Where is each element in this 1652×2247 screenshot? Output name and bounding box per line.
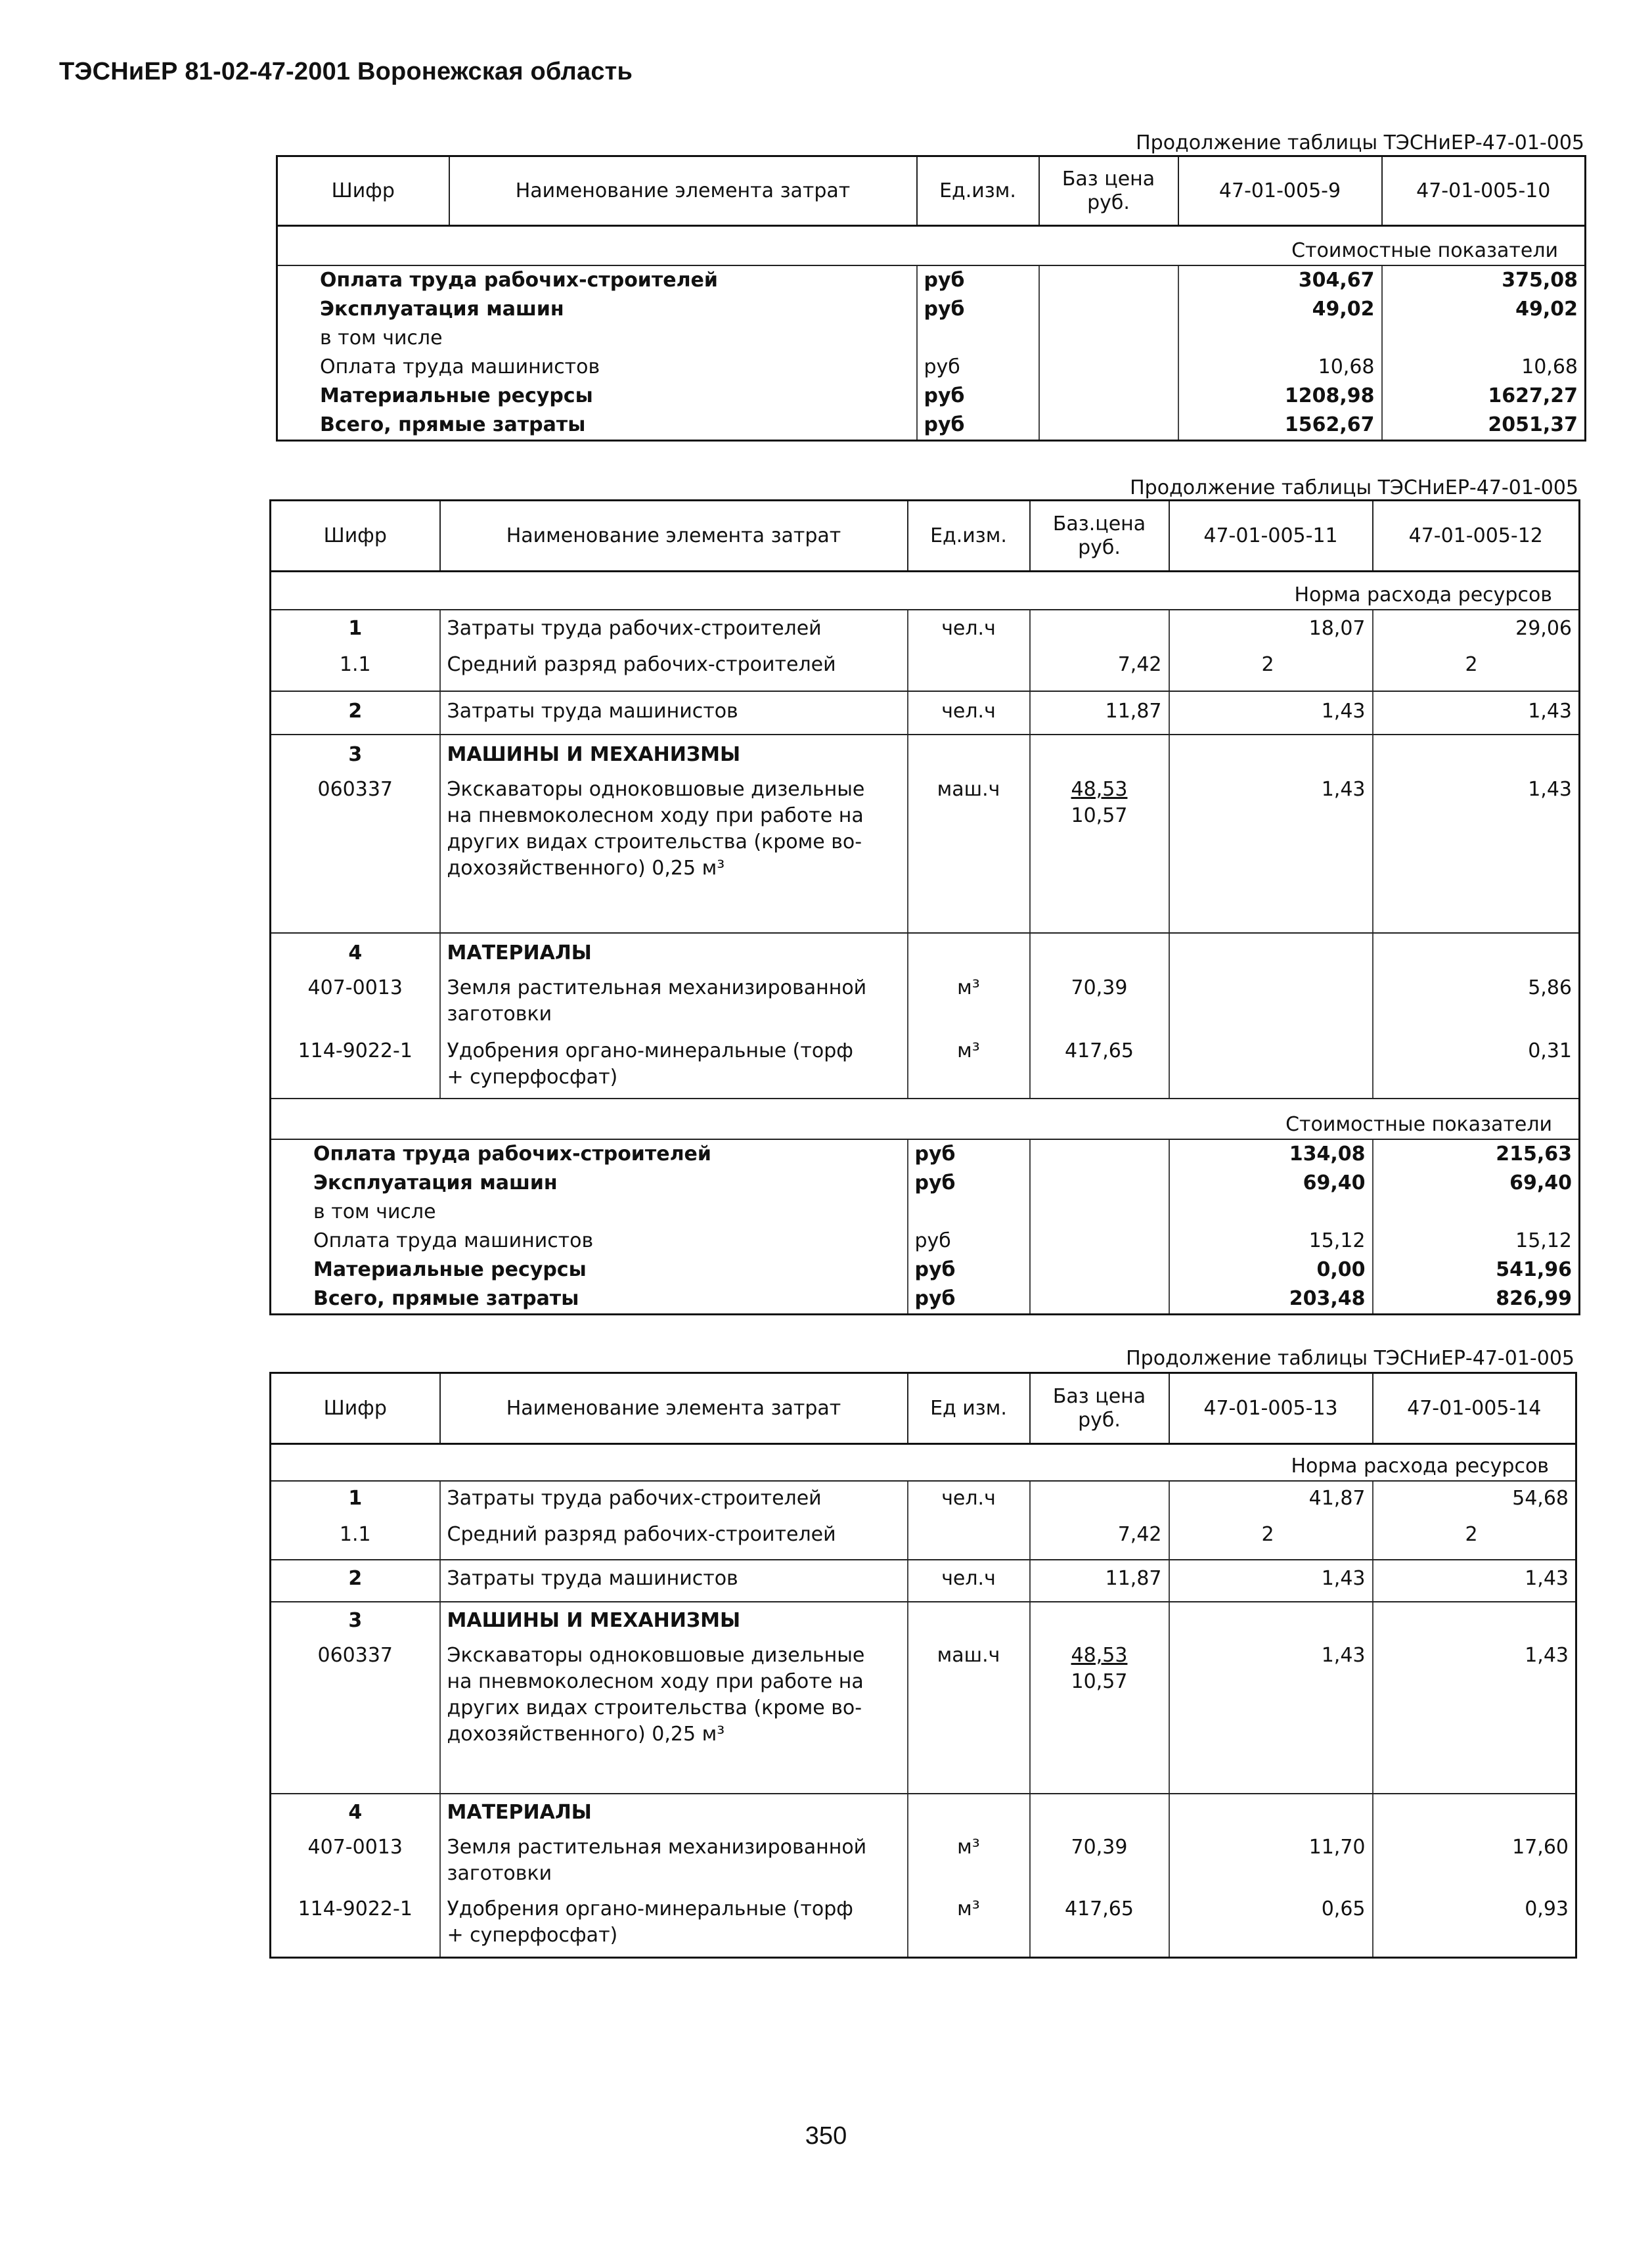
row-label: Оплата труда рабочих-строителей bbox=[277, 265, 917, 295]
col-price-header bbox=[1030, 1373, 1169, 1444]
table1-continuation: Продолжение таблицы ТЭСНиЕР-47-01-005 bbox=[1136, 131, 1584, 154]
col-a-header: 47-01-005-13 bbox=[1169, 1373, 1373, 1444]
col-name-header: Наименование элемента затрат bbox=[440, 501, 908, 572]
price-line: 48,53 bbox=[1071, 1643, 1128, 1667]
row-unit: маш.ч bbox=[908, 1643, 1030, 1794]
row-unit: м³ bbox=[908, 1834, 1030, 1896]
price-header-line2: руб. bbox=[1087, 191, 1130, 214]
price-header-line2: руб. bbox=[1078, 535, 1121, 559]
row-code: 114-9022-1 bbox=[271, 1038, 440, 1099]
row-label: Оплата труда рабочих-строителей bbox=[271, 1139, 908, 1169]
row-code: 3 bbox=[271, 1602, 440, 1643]
col-unit-header: Ед.изм. bbox=[917, 156, 1039, 226]
value-b: 2 bbox=[1373, 652, 1580, 691]
row-code: 2 bbox=[271, 691, 440, 735]
table-row bbox=[271, 1169, 1580, 1198]
col-code-header: Шифр bbox=[277, 156, 449, 226]
value-a: 49,02 bbox=[1178, 295, 1382, 324]
row-name bbox=[440, 777, 908, 933]
value-b: 29,06 bbox=[1373, 610, 1580, 652]
value-b: 826,99 bbox=[1373, 1284, 1580, 1315]
row-name-line: на пневмоколесном ходу при работе на bbox=[447, 1669, 864, 1693]
section-title: МАШИНЫ И МЕХАНИЗМЫ bbox=[440, 735, 908, 777]
row-code: 3 bbox=[271, 735, 440, 777]
row-code: 1 bbox=[271, 610, 440, 652]
row-name: Затраты труда рабочих-строителей bbox=[440, 610, 908, 652]
table3-continuation: Продолжение таблицы ТЭСНиЕР-47-01-005 bbox=[1126, 1347, 1574, 1370]
table2 bbox=[269, 499, 1580, 1315]
row-unit: чел.ч bbox=[908, 1481, 1030, 1522]
table-row bbox=[271, 777, 1580, 933]
price-line: 10,57 bbox=[1071, 804, 1128, 827]
value-b: 49,02 bbox=[1382, 295, 1586, 324]
value-a: 69,40 bbox=[1169, 1169, 1373, 1198]
table-row bbox=[277, 353, 1586, 382]
row-name-line: Удобрения органо-минеральные (торф bbox=[447, 1039, 853, 1062]
row-code: 4 bbox=[271, 1794, 440, 1834]
row-price: 70,39 bbox=[1030, 1834, 1169, 1896]
row-code: 407-0013 bbox=[271, 975, 440, 1038]
row-name-line: заготовки bbox=[447, 1002, 552, 1026]
col-price-header bbox=[1039, 156, 1178, 226]
table-row bbox=[271, 1284, 1580, 1315]
row-unit: руб bbox=[917, 411, 1039, 441]
table3 bbox=[269, 1372, 1577, 1959]
row-unit: руб bbox=[917, 295, 1039, 324]
row-unit bbox=[908, 1522, 1030, 1560]
value-a: 1,43 bbox=[1169, 1643, 1373, 1794]
table-row bbox=[277, 324, 1586, 353]
table-row bbox=[271, 1602, 1576, 1643]
row-price: 70,39 bbox=[1030, 975, 1169, 1038]
row-unit: чел.ч bbox=[908, 610, 1030, 652]
row-name: Средний разряд рабочих-строителей bbox=[440, 652, 908, 691]
row-code: 4 bbox=[271, 933, 440, 975]
row-label: Всего, прямые затраты bbox=[271, 1284, 908, 1315]
table-row bbox=[271, 1794, 1576, 1834]
table-row bbox=[277, 382, 1586, 411]
row-name: Затраты труда машинистов bbox=[440, 691, 908, 735]
table-row bbox=[271, 1038, 1580, 1099]
row-unit: руб bbox=[908, 1227, 1030, 1256]
row-price: 11,87 bbox=[1030, 691, 1169, 735]
value-b: 1,43 bbox=[1373, 1560, 1576, 1602]
table-row bbox=[271, 1227, 1580, 1256]
row-name-line: Удобрения органо-минеральные (торф bbox=[447, 1897, 853, 1920]
value-b: 15,12 bbox=[1373, 1227, 1580, 1256]
value-b: 541,96 bbox=[1373, 1256, 1580, 1284]
row-code: 2 bbox=[271, 1560, 440, 1602]
value-b: 1,43 bbox=[1373, 691, 1580, 735]
value-b: 10,68 bbox=[1382, 353, 1586, 382]
value-a: 11,70 bbox=[1169, 1834, 1373, 1896]
row-unit: чел.ч bbox=[908, 691, 1030, 735]
row-name bbox=[440, 1834, 908, 1896]
col-unit-header: Ед изм. bbox=[908, 1373, 1030, 1444]
row-name-line: дохозяйственного) 0,25 м³ bbox=[447, 1722, 725, 1746]
row-name-line: заготовки bbox=[447, 1861, 552, 1885]
value-a bbox=[1169, 1038, 1373, 1099]
value-a: 10,68 bbox=[1178, 353, 1382, 382]
table-row bbox=[271, 1481, 1576, 1522]
table-row bbox=[271, 1560, 1576, 1602]
price-header-line1: Баз цена bbox=[1061, 167, 1155, 191]
section-title: МАТЕРИАЛЫ bbox=[440, 933, 908, 975]
row-price: 417,65 bbox=[1030, 1038, 1169, 1099]
row-label: в том числе bbox=[271, 1198, 908, 1227]
price-header-line1: Баз.цена bbox=[1052, 512, 1146, 535]
table-row bbox=[271, 1139, 1580, 1169]
table-row bbox=[271, 1198, 1580, 1227]
value-a: 1,43 bbox=[1169, 777, 1373, 933]
value-b: 215,63 bbox=[1373, 1139, 1580, 1169]
row-label: в том числе bbox=[277, 324, 917, 353]
table-row bbox=[271, 652, 1580, 691]
row-code: 060337 bbox=[271, 777, 440, 933]
row-price bbox=[1030, 1643, 1169, 1794]
col-a-header: 47-01-005-9 bbox=[1178, 156, 1382, 226]
value-b: 69,40 bbox=[1373, 1169, 1580, 1198]
row-name-line: других видах строительства (кроме во- bbox=[447, 1696, 862, 1719]
row-price bbox=[1030, 777, 1169, 933]
price-header-line2: руб. bbox=[1078, 1408, 1121, 1432]
row-label: Оплата труда машинистов bbox=[271, 1227, 908, 1256]
section-title: МАТЕРИАЛЫ bbox=[440, 1794, 908, 1834]
row-price bbox=[1030, 1481, 1169, 1522]
row-name-line: Экскаваторы одноковшовые дизельные bbox=[447, 1643, 865, 1667]
value-b: 1,43 bbox=[1373, 1643, 1576, 1794]
col-unit-header: Ед.изм. bbox=[908, 501, 1030, 572]
row-name: Затраты труда рабочих-строителей bbox=[440, 1481, 908, 1522]
row-name-line: Земля растительная механизированной bbox=[447, 976, 867, 999]
value-b: 54,68 bbox=[1373, 1481, 1576, 1522]
row-name: Затраты труда машинистов bbox=[440, 1560, 908, 1602]
row-unit: м³ bbox=[908, 1896, 1030, 1958]
table-row bbox=[277, 265, 1586, 295]
value-a: 0,00 bbox=[1169, 1256, 1373, 1284]
row-label: Эксплуатация машин bbox=[271, 1169, 908, 1198]
table-row bbox=[271, 735, 1580, 777]
row-name bbox=[440, 1643, 908, 1794]
value-a: 1208,98 bbox=[1178, 382, 1382, 411]
value-b: 1,43 bbox=[1373, 777, 1580, 933]
value-a: 1,43 bbox=[1169, 1560, 1373, 1602]
row-price: 7,42 bbox=[1030, 1522, 1169, 1560]
row-label: Материальные ресурсы bbox=[277, 382, 917, 411]
table-row bbox=[271, 610, 1580, 652]
row-unit: чел.ч bbox=[908, 1560, 1030, 1602]
row-name-line: + суперфосфат) bbox=[447, 1065, 618, 1089]
row-unit: руб bbox=[917, 265, 1039, 295]
col-a-header: 47-01-005-11 bbox=[1169, 501, 1373, 572]
value-b: 17,60 bbox=[1373, 1834, 1576, 1896]
row-code: 407-0013 bbox=[271, 1834, 440, 1896]
row-unit: руб bbox=[908, 1139, 1030, 1169]
row-unit: маш.ч bbox=[908, 777, 1030, 933]
table-row bbox=[271, 1522, 1576, 1560]
table-row bbox=[277, 295, 1586, 324]
row-unit: руб bbox=[908, 1169, 1030, 1198]
norm-section-title: Норма расхода ресурсов bbox=[271, 572, 1580, 610]
col-b-header: 47-01-005-10 bbox=[1382, 156, 1586, 226]
table-row bbox=[277, 411, 1586, 441]
table1 bbox=[276, 155, 1586, 442]
value-a: 2 bbox=[1169, 652, 1373, 691]
row-unit: м³ bbox=[908, 1038, 1030, 1099]
value-a: 18,07 bbox=[1169, 610, 1373, 652]
row-name bbox=[440, 1038, 908, 1099]
col-name-header: Наименование элемента затрат bbox=[449, 156, 917, 226]
value-a: 1,43 bbox=[1169, 691, 1373, 735]
row-label: Всего, прямые затраты bbox=[277, 411, 917, 441]
cost-section-title: Стоимостные показатели bbox=[271, 1099, 1580, 1139]
document-header: ТЭСНиЕР 81-02-47-2001 Воронежская область bbox=[59, 58, 633, 85]
table-row bbox=[271, 1834, 1576, 1896]
value-a: 134,08 bbox=[1169, 1139, 1373, 1169]
row-unit: руб bbox=[908, 1284, 1030, 1315]
price-line: 10,57 bbox=[1071, 1669, 1128, 1693]
row-name-line: + суперфосфат) bbox=[447, 1923, 618, 1947]
row-code: 1 bbox=[271, 1481, 440, 1522]
row-name-line: Земля растительная механизированной bbox=[447, 1835, 867, 1859]
row-price: 7,42 bbox=[1030, 652, 1169, 691]
row-name: Средний разряд рабочих-строителей bbox=[440, 1522, 908, 1560]
col-code-header: Шифр bbox=[271, 501, 440, 572]
price-line: 48,53 bbox=[1071, 777, 1128, 801]
page-number: 350 bbox=[805, 2122, 847, 2150]
table-row bbox=[271, 933, 1580, 975]
price-header-line1: Баз цена bbox=[1052, 1384, 1146, 1408]
row-code: 060337 bbox=[271, 1643, 440, 1794]
row-label: Материальные ресурсы bbox=[271, 1256, 908, 1284]
value-a: 203,48 bbox=[1169, 1284, 1373, 1315]
value-b: 0,93 bbox=[1373, 1896, 1576, 1958]
row-label: Оплата труда машинистов bbox=[277, 353, 917, 382]
row-name bbox=[440, 975, 908, 1038]
value-a: 0,65 bbox=[1169, 1896, 1373, 1958]
col-b-header: 47-01-005-12 bbox=[1373, 501, 1580, 572]
col-b-header: 47-01-005-14 bbox=[1373, 1373, 1576, 1444]
value-a: 41,87 bbox=[1169, 1481, 1373, 1522]
table-row bbox=[271, 975, 1580, 1038]
value-b: 375,08 bbox=[1382, 265, 1586, 295]
row-name-line: дохозяйственного) 0,25 м³ bbox=[447, 856, 725, 880]
value-b: 1627,27 bbox=[1382, 382, 1586, 411]
norm-section-title: Норма расхода ресурсов bbox=[271, 1444, 1576, 1481]
table-row bbox=[271, 691, 1580, 735]
value-a: 2 bbox=[1169, 1522, 1373, 1560]
value-b: 5,86 bbox=[1373, 975, 1580, 1038]
row-price: 11,87 bbox=[1030, 1560, 1169, 1602]
row-name-line: на пневмоколесном ходу при работе на bbox=[447, 804, 864, 827]
table-row bbox=[271, 1643, 1576, 1794]
row-name-line: Экскаваторы одноковшовые дизельные bbox=[447, 777, 865, 801]
value-b: 0,31 bbox=[1373, 1038, 1580, 1099]
value-a: 304,67 bbox=[1178, 265, 1382, 295]
row-code: 114-9022-1 bbox=[271, 1896, 440, 1958]
row-unit: руб bbox=[917, 382, 1039, 411]
row-unit: руб bbox=[917, 353, 1039, 382]
row-name-line: других видах строительства (кроме во- bbox=[447, 830, 862, 853]
row-name bbox=[440, 1896, 908, 1958]
row-label: Эксплуатация машин bbox=[277, 295, 917, 324]
row-unit bbox=[908, 652, 1030, 691]
row-code: 1.1 bbox=[271, 1522, 440, 1560]
table2-continuation: Продолжение таблицы ТЭСНиЕР-47-01-005 bbox=[1130, 476, 1578, 499]
row-price bbox=[1030, 610, 1169, 652]
value-a: 15,12 bbox=[1169, 1227, 1373, 1256]
cost-section-title: Стоимостные показатели bbox=[277, 226, 1586, 265]
col-code-header: Шифр bbox=[271, 1373, 440, 1444]
table-row bbox=[271, 1896, 1576, 1958]
row-price: 417,65 bbox=[1030, 1896, 1169, 1958]
section-title: МАШИНЫ И МЕХАНИЗМЫ bbox=[440, 1602, 908, 1643]
row-code: 1.1 bbox=[271, 652, 440, 691]
table-row bbox=[271, 1256, 1580, 1284]
col-price-header bbox=[1030, 501, 1169, 572]
value-b: 2051,37 bbox=[1382, 411, 1586, 441]
value-a: 1562,67 bbox=[1178, 411, 1382, 441]
row-unit: м³ bbox=[908, 975, 1030, 1038]
col-name-header: Наименование элемента затрат bbox=[440, 1373, 908, 1444]
row-unit: руб bbox=[908, 1256, 1030, 1284]
value-a bbox=[1169, 975, 1373, 1038]
value-b: 2 bbox=[1373, 1522, 1576, 1560]
